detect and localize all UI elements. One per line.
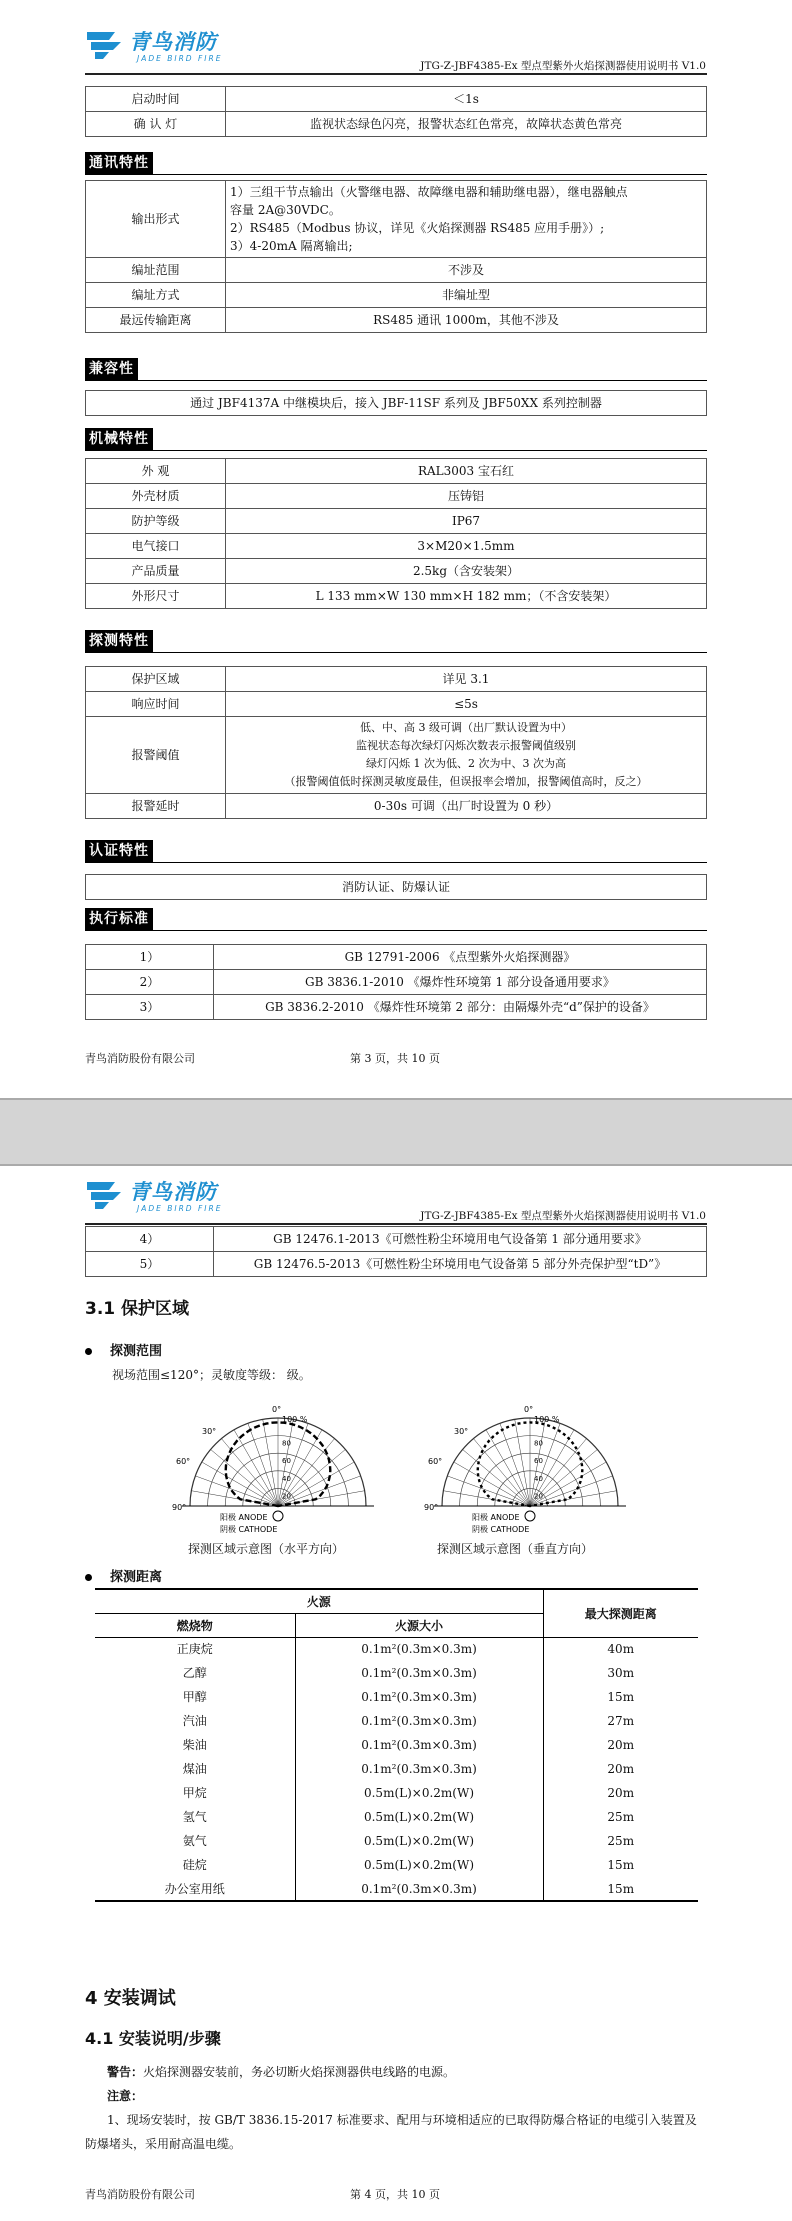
section-rule xyxy=(85,174,707,175)
row-label: 编址范围 xyxy=(86,258,226,283)
table-row xyxy=(86,112,707,137)
bullet-label: 探测距离 xyxy=(110,1570,163,1585)
cell-size: 0.1m²(0.3m×0.3m) xyxy=(295,1709,543,1733)
row-value: ＜1s xyxy=(226,87,707,112)
tick-label: 60 xyxy=(282,1457,291,1466)
footer-company: 青鸟消防股份有限公司 xyxy=(85,2188,195,2201)
range-text: 视场范围≤120°；灵敏度等级： 级。 xyxy=(112,1368,311,1382)
distance-table-body xyxy=(95,1637,698,1901)
cell-size: 0.5m(L)×0.2m(W) xyxy=(295,1805,543,1829)
logo-chinese: 青鸟消防 xyxy=(129,1180,217,1204)
label-anode: 阳极 ANODE xyxy=(220,1513,268,1522)
row-value: 3×M20×1.5mm xyxy=(226,534,707,559)
bullet-icon xyxy=(85,1574,92,1581)
header-rule xyxy=(85,73,707,75)
cell-dist: 20m xyxy=(543,1733,698,1757)
table-row xyxy=(86,559,707,584)
cell-fuel: 甲烷 xyxy=(182,1786,207,1800)
bullet-label: 探测范围 xyxy=(110,1344,163,1359)
row-value: 2.5kg（含安装架） xyxy=(226,559,707,584)
footer-page-number: 第 4 页，共 10 页 xyxy=(350,2188,440,2201)
distance-table xyxy=(95,1588,698,1902)
table-row xyxy=(95,1829,698,1853)
label-30deg: 30° xyxy=(202,1427,217,1436)
section-rule xyxy=(85,450,707,451)
section-title-standards: 执行标准 xyxy=(85,908,153,930)
alarm-line: 绿灯闪烁 1 次为低、2 次为中、3 次为高 xyxy=(366,757,566,770)
section-title-mech: 机械特性 xyxy=(85,428,153,450)
cell-fuel: 乙醇 xyxy=(182,1666,207,1680)
cell-size: 0.5m(L)×0.2m(W) xyxy=(295,1829,543,1853)
output-line: 1）三组干节点输出（火警继电器、故障继电器和辅助继电器），继电器触点 xyxy=(230,185,628,199)
compat-text: 通过 JBF4137A 中继模块后，接入 JBF-11SF 系列及 JBF50XX 系列控制器 xyxy=(86,391,707,416)
table-row xyxy=(86,945,707,970)
row-value xyxy=(226,181,707,258)
tick-label: 40 xyxy=(534,1474,543,1483)
section-rule xyxy=(85,652,707,653)
document-title: JTG-Z-JBF4385-Ex 型点型紫外火焰探测器使用说明书 V1.0 xyxy=(420,1210,706,1222)
row-value: 监视状态绿色闪亮，报警状态红色常亮，故障状态黄色常亮 xyxy=(226,112,707,137)
row-value: GB 12476.1-2013《可燃性粉尘环境用电气设备第 1 部分通用要求》 xyxy=(214,1227,707,1252)
standards-table-cont xyxy=(85,1226,707,1277)
page-4 xyxy=(0,1166,792,2221)
table-row xyxy=(86,509,707,534)
cell-fuel: 汽油 xyxy=(182,1714,207,1728)
label-30deg: 30° xyxy=(454,1427,469,1436)
table-row xyxy=(86,717,707,794)
sensor-symbol xyxy=(273,1511,283,1521)
tick-label: 20 xyxy=(534,1492,543,1501)
table-row xyxy=(86,794,707,819)
cell-fuel: 甲醇 xyxy=(182,1690,207,1704)
row-index: 2） xyxy=(86,970,214,995)
table-row xyxy=(95,1757,698,1781)
row-value: RS485 通讯 1000m，其他不涉及 xyxy=(226,308,707,333)
cell-fuel: 氨气 xyxy=(182,1834,207,1848)
table-row xyxy=(86,87,707,112)
jade-bird-icon xyxy=(85,28,125,60)
row-value: 详见 3.1 xyxy=(226,667,707,692)
cell-dist: 20m xyxy=(543,1781,698,1805)
table-row xyxy=(95,1805,698,1829)
polar-diagram-vertical xyxy=(420,1386,640,1536)
cell-dist: 30m xyxy=(543,1661,698,1685)
cell-dist: 25m xyxy=(543,1805,698,1829)
compat-table xyxy=(85,390,707,416)
table-header-row xyxy=(95,1589,698,1613)
table-row xyxy=(86,667,707,692)
table-row xyxy=(86,308,707,333)
cell-fuel: 氢气 xyxy=(182,1810,207,1824)
logo-english: JADE BIRD FIRE xyxy=(137,1204,223,1213)
table-row xyxy=(86,1227,707,1252)
table-row xyxy=(86,258,707,283)
section-rule xyxy=(85,862,707,863)
caption-vertical: 探测区域示意图（垂直方向） xyxy=(437,1542,594,1556)
tick-label: 20 xyxy=(282,1492,291,1501)
label-0deg: 0° xyxy=(524,1405,534,1414)
section-rule xyxy=(85,380,707,381)
cell-dist: 20m xyxy=(543,1757,698,1781)
row-label: 外壳材质 xyxy=(86,484,226,509)
table-row xyxy=(86,391,707,416)
tick-label: 80 xyxy=(282,1439,291,1448)
cell-size: 0.1m²(0.3m×0.3m) xyxy=(295,1877,543,1901)
alarm-line: 监视状态每次绿灯闪烁次数表示报警阈值级别 xyxy=(356,739,576,752)
output-line: 2）RS485（Modbus 协议，详见《火焰探测器 RS485 应用手册》）; xyxy=(230,221,605,235)
note-text: 1、现场安装时，按 GB/T 3836.15-2017 标准要求、配用与环境相适应的已取得防爆合格证的电缆引入装置及防爆堵头，采用耐高温电缆。 xyxy=(85,2113,697,2151)
alarm-line: 低、中、高 3 级可调（出厂默认设置为中） xyxy=(360,721,572,734)
table-row xyxy=(95,1853,698,1877)
tick-label: 60 xyxy=(534,1457,543,1466)
row-label: 保护区域 xyxy=(86,667,226,692)
row-label: 输出形式 xyxy=(86,181,226,258)
row-index: 4） xyxy=(86,1227,214,1252)
cell-dist: 15m xyxy=(543,1853,698,1877)
bullet-detect-distance xyxy=(85,1566,162,1585)
cell-size: 0.1m²(0.3m×0.3m) xyxy=(295,1733,543,1757)
footer-company: 青鸟消防股份有限公司 xyxy=(85,1052,195,1065)
table-row xyxy=(86,283,707,308)
row-value: 不涉及 xyxy=(226,258,707,283)
table-row xyxy=(86,181,707,258)
table-row xyxy=(86,534,707,559)
cell-dist: 25m xyxy=(543,1829,698,1853)
header-rule xyxy=(85,1223,707,1225)
logo-english: JADE BIRD FIRE xyxy=(137,54,223,63)
table-row xyxy=(95,1661,698,1685)
note-label: 注意： xyxy=(107,2089,144,2103)
row-label: 外 观 xyxy=(86,459,226,484)
label-90deg: 90° xyxy=(172,1503,187,1512)
detect-table xyxy=(85,666,707,819)
comm-table xyxy=(85,180,707,333)
label-cathode: 阴极 CATHODE xyxy=(220,1525,278,1534)
table-row xyxy=(86,584,707,609)
warning-label: 警告： xyxy=(107,2065,144,2079)
polar-diagram-horizontal xyxy=(168,1386,388,1536)
row-label: 响应时间 xyxy=(86,692,226,717)
cell-size: 0.1m²(0.3m×0.3m) xyxy=(295,1637,543,1661)
logo-chinese: 青鸟消防 xyxy=(129,30,217,54)
row-value: ≤5s xyxy=(226,692,707,717)
cell-dist: 15m xyxy=(543,1877,698,1901)
row-value: 非编址型 xyxy=(226,283,707,308)
bullet-icon xyxy=(85,1348,92,1355)
row-value: 0-30s 可调（出厂时设置为 0 秒） xyxy=(226,794,707,819)
cell-fuel: 正庚烷 xyxy=(95,1637,295,1661)
row-value: GB 12476.5-2013《可燃性粉尘环境用电气设备第 5 部分外壳保护型“tD”》 xyxy=(214,1252,707,1277)
company-logo xyxy=(85,28,245,66)
cell-size: 0.1m²(0.3m×0.3m) xyxy=(295,1661,543,1685)
row-value: L 133 mm×W 130 mm×H 182 mm；（不含安装架） xyxy=(226,584,707,609)
cell-dist: 27m xyxy=(543,1709,698,1733)
cell-dist: 40m xyxy=(543,1637,698,1661)
tick-label: 80 xyxy=(534,1439,543,1448)
label-60deg: 60° xyxy=(428,1457,443,1466)
row-label: 确 认 灯 xyxy=(86,112,226,137)
row-label: 产品质量 xyxy=(86,559,226,584)
caption-horizontal: 探测区域示意图（水平方向） xyxy=(188,1542,345,1556)
cert-text: 消防认证、防爆认证 xyxy=(86,875,707,900)
cell-fuel: 办公室用纸 xyxy=(95,1877,295,1901)
cell-size: 0.1m²(0.3m×0.3m) xyxy=(295,1757,543,1781)
section-heading-4-1: 4.1 安装说明/步骤 xyxy=(85,2029,221,2048)
table-row xyxy=(86,1252,707,1277)
section-heading-3-1: 3.1 保护区域 xyxy=(85,1299,190,1319)
warning-paragraph xyxy=(85,2060,707,2084)
table-row xyxy=(86,459,707,484)
mech-table xyxy=(85,458,707,609)
cert-table xyxy=(85,874,707,900)
table-row xyxy=(95,1781,698,1805)
table-row xyxy=(86,970,707,995)
jade-bird-icon xyxy=(85,1178,125,1210)
alarm-line: （报警阈值低时探测灵敏度最佳，但误报率会增加，报警阈值高时，反之） xyxy=(284,775,648,788)
row-label: 报警阈值 xyxy=(86,717,226,794)
page-gap xyxy=(0,1098,792,1166)
bullet-detect-range xyxy=(85,1340,162,1359)
warning-text: 火焰探测器安装前，务必切断火焰探测器供电线路的电源。 xyxy=(143,2065,456,2079)
section-title-compat: 兼容性 xyxy=(85,358,138,380)
table-row xyxy=(95,1733,698,1757)
section-rule xyxy=(85,930,707,931)
table-row xyxy=(95,1709,698,1733)
row-label: 最远传输距离 xyxy=(86,308,226,333)
table-row xyxy=(95,1637,698,1661)
row-label: 启动时间 xyxy=(86,87,226,112)
cell-fuel: 柴油 xyxy=(182,1738,207,1752)
row-index: 1） xyxy=(86,945,214,970)
row-value: RAL3003 宝石红 xyxy=(226,459,707,484)
timing-table xyxy=(85,86,707,137)
header-fuel: 燃烧物 xyxy=(176,1618,213,1633)
cell-size: 0.1m²(0.3m×0.3m) xyxy=(295,1685,543,1709)
cell-size: 0.5m(L)×0.2m(W) xyxy=(295,1781,543,1805)
sensor-symbol xyxy=(525,1511,535,1521)
row-value: GB 3836.1-2010 《爆炸性环境第 1 部分设备通用要求》 xyxy=(214,970,707,995)
row-value: GB 3836.2-2010 《爆炸性环境第 2 部分：由隔爆外壳“d”保护的设备》 xyxy=(214,995,707,1020)
page-3 xyxy=(0,0,792,1098)
label-90deg: 90° xyxy=(424,1503,439,1512)
section-title-comm: 通讯特性 xyxy=(85,152,153,174)
row-label: 外形尺寸 xyxy=(86,584,226,609)
row-index: 5） xyxy=(86,1252,214,1277)
label-100pct: 100 % xyxy=(282,1415,308,1424)
section-title-detect: 探测特性 xyxy=(85,630,153,652)
header-size: 火源大小 xyxy=(295,1613,543,1637)
footer-page-number: 第 3 页，共 10 页 xyxy=(350,1052,440,1065)
output-line: 容量 2A@30VDC。 xyxy=(230,203,341,217)
standards-table xyxy=(85,944,707,1020)
table-row xyxy=(95,1685,698,1709)
row-label: 编址方式 xyxy=(86,283,226,308)
label-60deg: 60° xyxy=(176,1457,191,1466)
output-line: 3）4-20mA 隔离输出; xyxy=(230,239,353,253)
label-anode: 阳极 ANODE xyxy=(472,1513,520,1522)
section-title-cert: 认证特性 xyxy=(85,840,153,862)
section-heading-4: 4 安装调试 xyxy=(85,1988,176,2009)
row-label: 防护等级 xyxy=(86,509,226,534)
table-row xyxy=(86,484,707,509)
header-fire: 火源 xyxy=(95,1589,543,1613)
table-row xyxy=(95,1877,698,1901)
company-logo xyxy=(85,1178,245,1216)
row-value: 压铸铝 xyxy=(226,484,707,509)
row-label: 电气接口 xyxy=(86,534,226,559)
document-title: JTG-Z-JBF4385-Ex 型点型紫外火焰探测器使用说明书 V1.0 xyxy=(420,60,706,72)
tick-label: 40 xyxy=(282,1474,291,1483)
label-100pct: 100 % xyxy=(534,1415,560,1424)
row-label: 报警延时 xyxy=(86,794,226,819)
note-paragraph xyxy=(85,2084,707,2108)
table-row xyxy=(86,875,707,900)
cell-dist: 15m xyxy=(543,1685,698,1709)
row-value: IP67 xyxy=(226,509,707,534)
row-index: 3） xyxy=(86,995,214,1020)
cell-fuel: 煤油 xyxy=(182,1762,207,1776)
cell-size: 0.5m(L)×0.2m(W) xyxy=(295,1853,543,1877)
cell-fuel: 硅烷 xyxy=(182,1858,207,1872)
label-0deg: 0° xyxy=(272,1405,282,1414)
row-value xyxy=(226,717,707,794)
label-cathode: 阴极 CATHODE xyxy=(472,1525,530,1534)
table-row xyxy=(86,995,707,1020)
header-max-distance: 最大探测距离 xyxy=(543,1589,698,1637)
table-row xyxy=(86,692,707,717)
row-value: GB 12791-2006 《点型紫外火焰探测器》 xyxy=(214,945,707,970)
